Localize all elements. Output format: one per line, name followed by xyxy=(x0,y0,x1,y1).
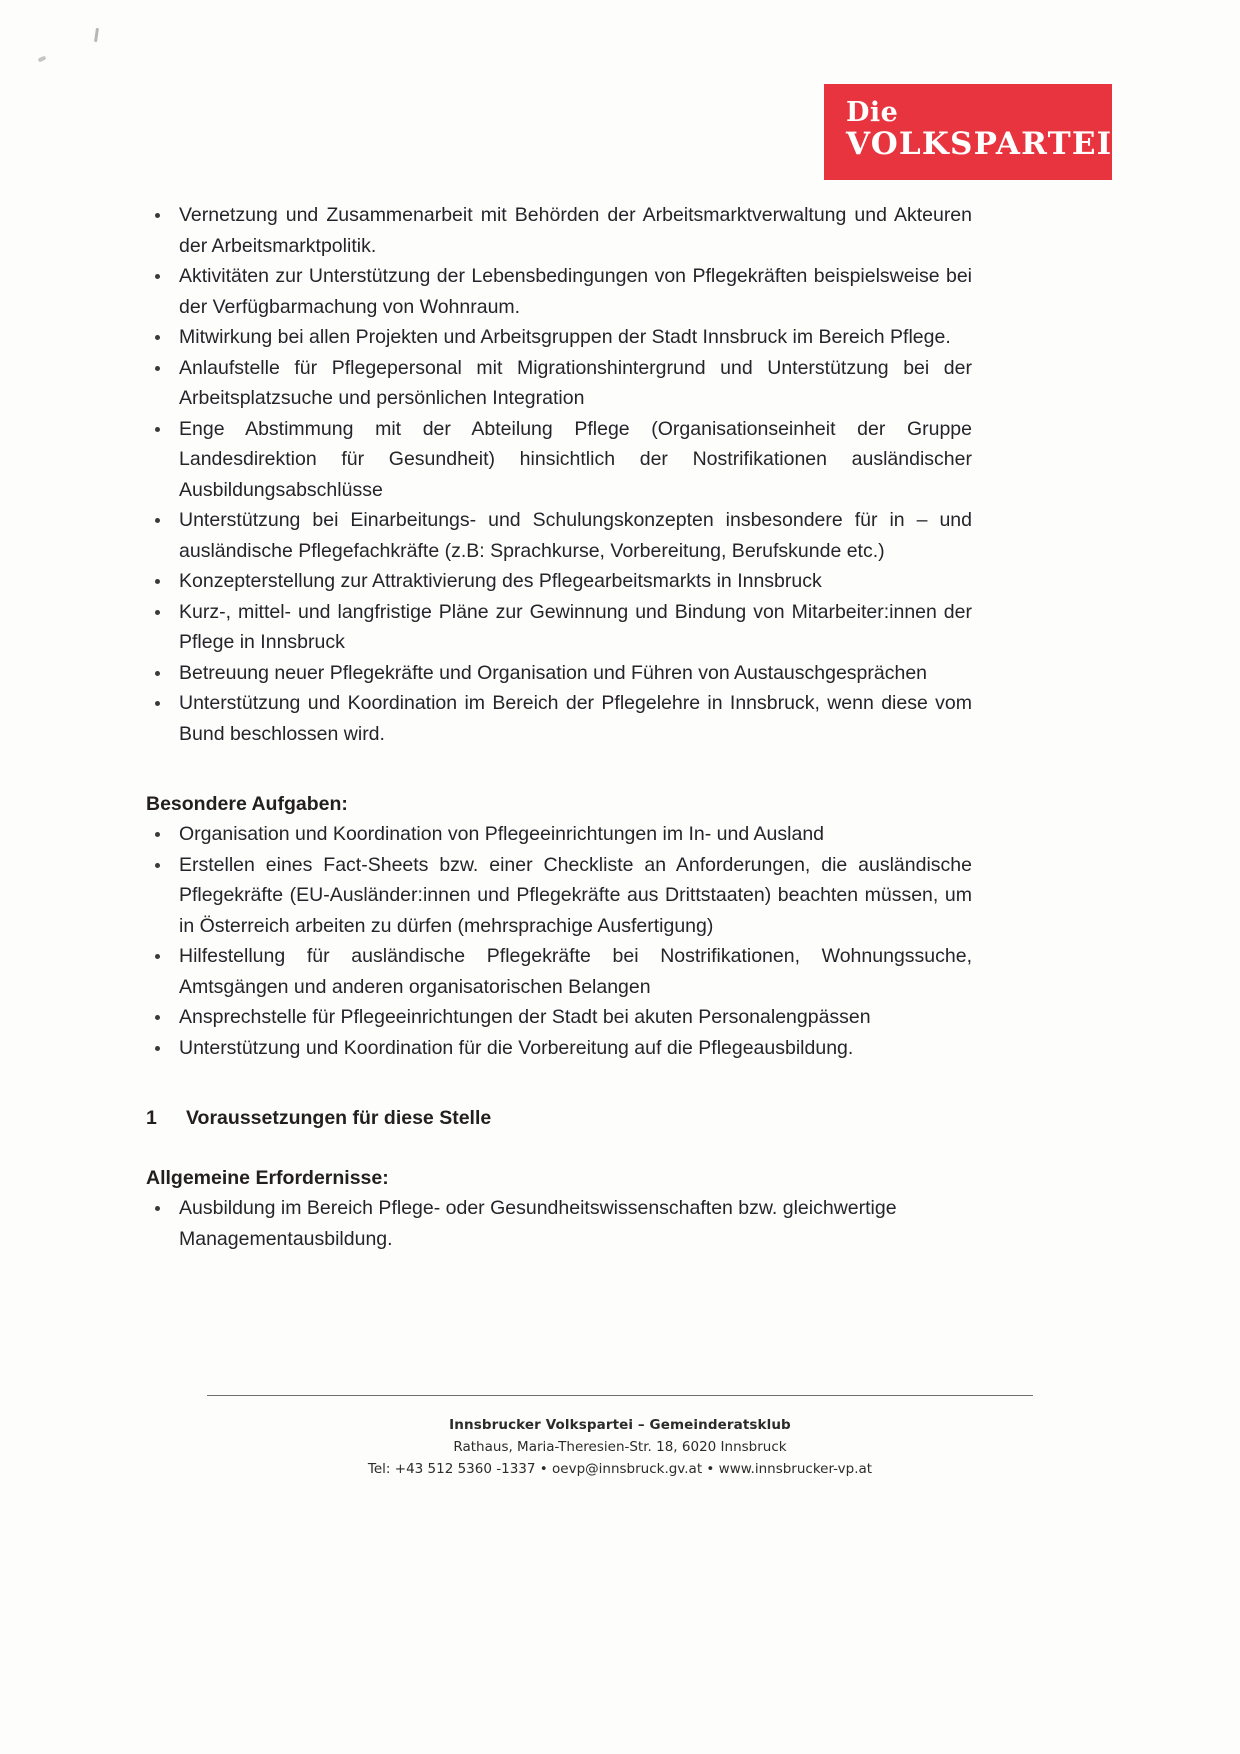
list-item: Unterstützung und Koordination im Bereich der Pflegelehre in Innsbruck, wenn diese vom Bund beschlossen wird. xyxy=(146,688,972,749)
party-logo xyxy=(824,84,1112,180)
list-item: Konzepterstellung zur Attraktivierung des Pflegearbeitsmarkts in Innsbruck xyxy=(146,566,972,597)
list-item: Ansprechstelle für Pflegeeinrichtungen der Stadt bei akuten Personalengpässen xyxy=(146,1002,972,1033)
scan-artifact xyxy=(38,55,47,62)
list-item: Unterstützung und Koordination für die Vorbereitung auf die Pflegeausbildung. xyxy=(146,1033,972,1064)
requirements-heading: Allgemeine Erfordernisse: xyxy=(146,1167,389,1189)
list-item: Hilfestellung für ausländische Pflegekräfte bei Nostrifikationen, Wohnungssuche, Amtsgängen und anderen organisatorischen Belangen xyxy=(146,941,972,1002)
document-body xyxy=(146,200,972,1254)
logo-line-1: Die xyxy=(846,97,899,128)
section-heading xyxy=(146,1103,972,1133)
footer-contact: Tel: +43 512 5360 -1337 • oevp@innsbruck.gv.at • www.innsbrucker-vp.at xyxy=(367,1461,873,1477)
spacer xyxy=(146,749,972,789)
list-item: Erstellen eines Fact-Sheets bzw. einer Checkliste an Anforderungen, die ausländische Pflegekräfte (EU-Ausländer:innen und Pflegekräfte aus Drittstaaten) beachten müssen, um in Österreich arbeiten zu dürfen (mehrsprachige Ausfertigung) xyxy=(146,850,972,942)
footer-address: Rathaus, Maria-Theresien-Str. 18, 6020 Innsbruck xyxy=(453,1439,787,1455)
list-item: Mitwirkung bei allen Projekten und Arbeitsgruppen der Stadt Innsbruck im Bereich Pflege. xyxy=(146,322,972,353)
list-item: Unterstützung bei Einarbeitungs- und Schulungskonzepten insbesondere für in – und ausländische Pflegefachkräfte (z.B: Sprachkurse, Vorbereitung, Berufskunde etc.) xyxy=(146,505,972,566)
special-tasks-list xyxy=(146,819,972,1063)
list-item: Enge Abstimmung mit der Abteilung Pflege (Organisationseinheit der Gruppe Landesdirektion für Gesundheit) hinsichtlich der Nostrifikationen ausländischer Ausbildungsabschlüsse xyxy=(146,414,972,506)
section-title-text: Voraussetzungen für diese Stelle xyxy=(186,1107,492,1129)
special-tasks-heading: Besondere Aufgaben: xyxy=(146,793,348,815)
list-item: Organisation und Koordination von Pflegeeinrichtungen im In- und Ausland xyxy=(146,819,972,850)
footer-org: Innsbrucker Volkspartei – Gemeinderatsklub xyxy=(449,1417,791,1433)
logo-line-2: VOLKSPARTEI xyxy=(846,126,1113,162)
scan-artifact xyxy=(94,28,99,42)
list-item: Kurz-, mittel- und langfristige Pläne zur Gewinnung und Bindung von Mitarbeiter:innen der Pflege in Innsbruck xyxy=(146,597,972,658)
page-footer xyxy=(0,1395,1240,1480)
requirements-list xyxy=(146,1193,972,1254)
list-item: Ausbildung im Bereich Pflege- oder Gesundheitswissenschaften bzw. gleichwertige Managementausbildung. xyxy=(146,1193,972,1254)
list-item: Aktivitäten zur Unterstützung der Lebensbedingungen von Pflegekräften beispielsweise bei der Verfügbarmachung von Wohnraum. xyxy=(146,261,972,322)
spacer xyxy=(146,1063,972,1103)
section-number: 1 xyxy=(146,1107,157,1129)
spacer xyxy=(146,1133,972,1163)
list-item: Vernetzung und Zusammenarbeit mit Behörden der Arbeitsmarktverwaltung und Akteuren der Arbeitsmarktpolitik. xyxy=(146,200,972,261)
footer-divider xyxy=(207,1395,1033,1396)
list-item: Betreuung neuer Pflegekräfte und Organisation und Führen von Austauschgesprächen xyxy=(146,658,972,689)
tasks-list xyxy=(146,200,972,749)
list-item: Anlaufstelle für Pflegepersonal mit Migrationshintergrund und Unterstützung bei der Arbeitsplatzsuche und persönlichen Integration xyxy=(146,353,972,414)
